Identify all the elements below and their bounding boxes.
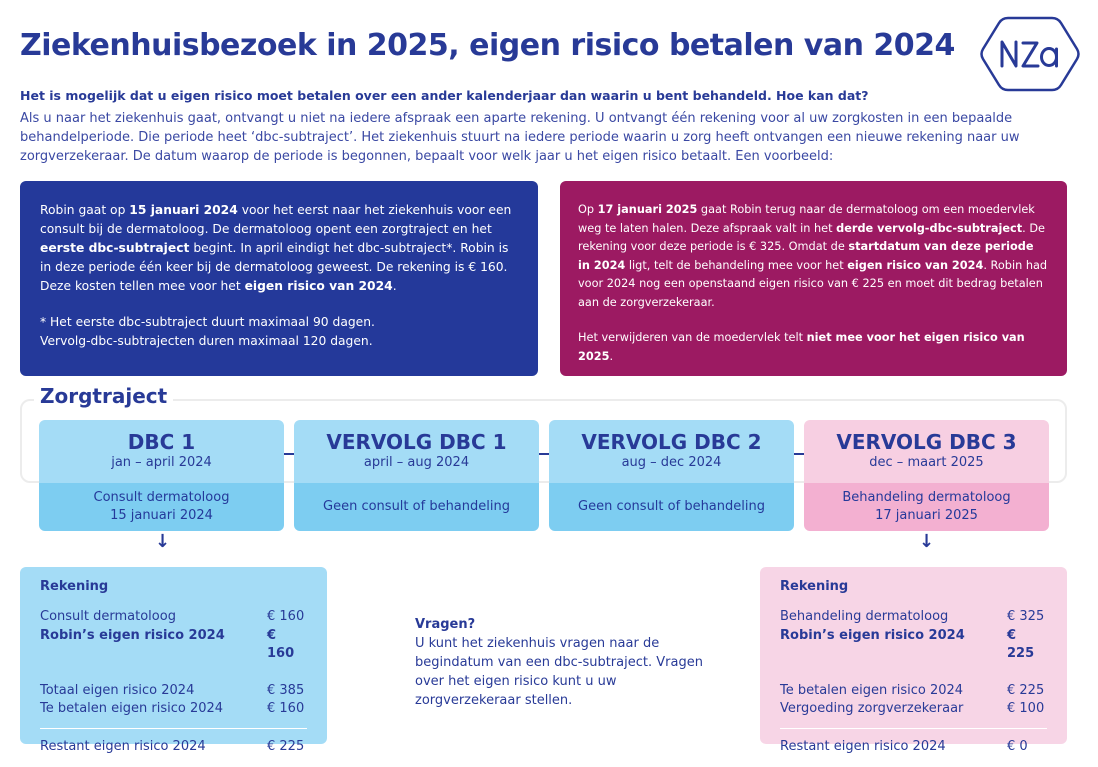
example-2025-box: [560, 181, 1067, 376]
rekening-2024-panel: [20, 567, 327, 754]
dbc-name: VERVOLG DBC 2: [581, 430, 762, 454]
arrow-down-icon: ↓: [155, 531, 171, 552]
intro-question: Het is mogelijk dat u eigen risico moet betalen over een ander kalenderjaar dan waarin u bent behandeld. Hoe kan dat?: [20, 88, 869, 103]
nza-logo-icon: [980, 14, 1080, 94]
example-2024-text: Robin gaat op 15 januari 2024 voor het eerst naar het ziekenhuis voor een consult bij de dermatoloog. De dermatoloog opent een zorgtraject en het eerste dbc-subtraject begint. In april eindigt het dbc-subtraject*. Robin is in deze periode één keer bij de dermatoloog geweest. De rekening is € 160. Deze kosten tellen mee voor het eigen risico van 2024.: [40, 203, 512, 293]
page-title: Ziekenhuisbezoek in 2025, eigen risico betalen van 2024: [20, 28, 955, 63]
dbc-detail: Geen consult of behandeling: [323, 499, 510, 514]
example-2025-conclusion: Het verwijderen van de moedervlek telt niet mee voor het eigen risico van 2025.: [578, 331, 1025, 363]
rekening-header: Rekening: [780, 579, 849, 594]
dbc-name: VERVOLG DBC 3: [836, 430, 1017, 454]
rekening-row: Te betalen eigen risico 2024 € 225: [780, 682, 1045, 698]
rekening-row: Restant eigen risico 2024 € 0: [780, 738, 1028, 754]
divider: [780, 728, 1047, 729]
vragen-text: U kunt het ziekenhuis vragen naar de begindatum van een dbc-subtraject. Vragen over het eigen risico kunt u uw zorgverzekeraar stellen.: [415, 636, 703, 708]
rekening-row: Te betalen eigen risico 2024 € 160: [40, 701, 305, 716]
dbc-detail: Consult dermatoloog: [93, 490, 230, 505]
dbc-date: 17 januari 2025: [875, 508, 978, 523]
example-2025-text: Op 17 januari 2025 gaat Robin terug naar de dermatoloog om een moedervlek weg te laten halen. Deze afspraak valt in het derde vervolg-dbc-subtraject. De rekening voor deze periode is € 325. Omdat de startdatum van deze periode in 2024 ligt, telt de behandeling mee voor het eigen risico van 2024. Robin had voor 2024 nog een openstaand eigen risico van € 225 en moet dit bedrag betalen aan de zorgverzekeraar.: [578, 203, 1048, 309]
arrow-down-icon: ↓: [919, 531, 935, 552]
intro-text: Als u naar het ziekenhuis gaat, ontvangt u niet na iedere afspraak een aparte rekening. U ontvangt één rekening voor al uw zorgkosten in een bepaalde behandelperiode. Die periode heet ‘dbc-subtraject’. Het ziekenhuis stuurt na iedere periode waarin u zorg heeft ontvangen een nieuwe rekening naar uw zorgverzekeraar. De datum waarop de periode is begonnen, bepaalt voor welk jaar u het eigen risico betaalt. Een voorbeeld:: [20, 111, 1020, 164]
nza-logo: [980, 14, 1080, 94]
dbc-period: aug – dec 2024: [621, 455, 722, 470]
rekening-row: Restant eigen risico 2024 € 225: [40, 738, 305, 754]
rekening-row: Totaal eigen risico 2024 € 385: [40, 682, 305, 698]
example-2024-box: [20, 181, 538, 376]
footnote-1: * Het eerste dbc-subtraject duurt maximaal 90 dagen.: [40, 315, 375, 329]
zorgtraject-title: Zorgtraject: [34, 384, 173, 408]
rekening-2025-panel: [760, 567, 1067, 754]
dbc-card-1: [39, 420, 284, 531]
dbc-card-4: [804, 420, 1049, 531]
vragen-section: [415, 615, 715, 710]
dbc-period: jan – april 2024: [111, 455, 212, 470]
rekening-header: Rekening: [40, 579, 109, 594]
dbc-period: april – aug 2024: [363, 455, 470, 470]
rekening-row: Vergoeding zorgverzekeraar € 100: [780, 701, 1045, 716]
dbc-date: 15 januari 2024: [110, 508, 213, 523]
rekening-row: Robin’s eigen risico 2024 € 225: [780, 627, 1035, 661]
dbc-name: DBC 1: [127, 430, 196, 454]
dbc-period: dec – maart 2025: [869, 455, 984, 470]
rekening-row: Behandeling dermatoloog € 325: [780, 609, 1045, 624]
divider: [40, 728, 307, 729]
dbc-card-3: [549, 420, 794, 531]
footnote-2: Vervolg-dbc-subtrajecten duren maximaal 120 dagen.: [40, 334, 373, 348]
dbc-detail: Behandeling dermatoloog: [842, 490, 1011, 505]
vragen-header: Vragen?: [415, 617, 476, 632]
rekening-row: Robin’s eigen risico 2024 € 160: [40, 627, 295, 661]
rekening-row: Consult dermatoloog € 160: [40, 609, 305, 624]
dbc-card-2: [294, 420, 539, 531]
dbc-name: VERVOLG DBC 1: [326, 430, 507, 454]
dbc-detail: Geen consult of behandeling: [578, 499, 765, 514]
